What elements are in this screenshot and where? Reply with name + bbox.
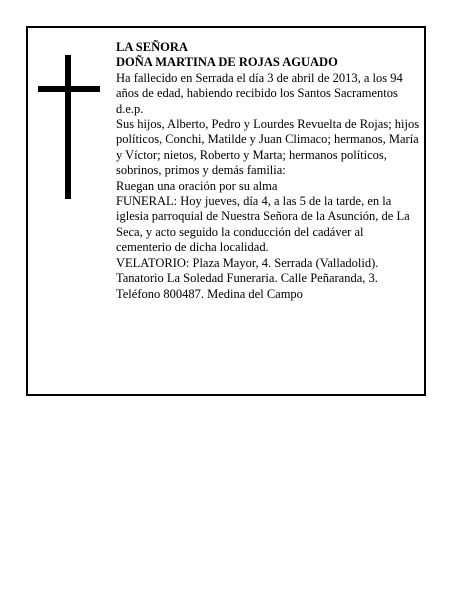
prayer-request: Ruegan una oración por su alma [116, 178, 278, 193]
funeral-details: FUNERAL: Hoy jueves, día 4, a las 5 de la tarde, en la iglesia parroquial de Nuestra Señora de la Asunción, de La Seca, y acto seguido la conducción del cadáver al cementerio de dicha localidad. [116, 194, 410, 255]
cross-icon [38, 55, 100, 199]
deceased-name: DOÑA MARTINA DE ROJAS AGUADO [116, 55, 338, 70]
rip-text: d.e.p. [116, 101, 144, 116]
obituary-text [116, 40, 420, 302]
cross-vertical-bar [65, 55, 71, 199]
family-list: Sus hijos, Alberto, Pedro y Lourdes Revuelta de Rojas; hijos políticos, Conchi, Matilde y Juan Climaco; hermanos, María y Víctor; nietos, Roberto y Marta; hermanos políticos, sobrinos, primos y demás familia: [116, 117, 420, 178]
death-notice: Ha fallecido en Serrada el día 3 de abril de 2013, a los 94 años de edad, habiendo recibido los Santos Sacramentos [116, 70, 403, 101]
funeral-home: Tanatorio La Soledad Funeraria. Calle Peñaranda, 3. Teléfono 800487. Medina del Campo [116, 271, 378, 301]
heading-title: LA SEÑORA [116, 40, 188, 54]
cross-horizontal-bar [38, 86, 100, 92]
obituary-notice [26, 26, 426, 396]
wake-location: VELATORIO: Plaza Mayor, 4. Serrada (Valladolid). [116, 255, 379, 270]
